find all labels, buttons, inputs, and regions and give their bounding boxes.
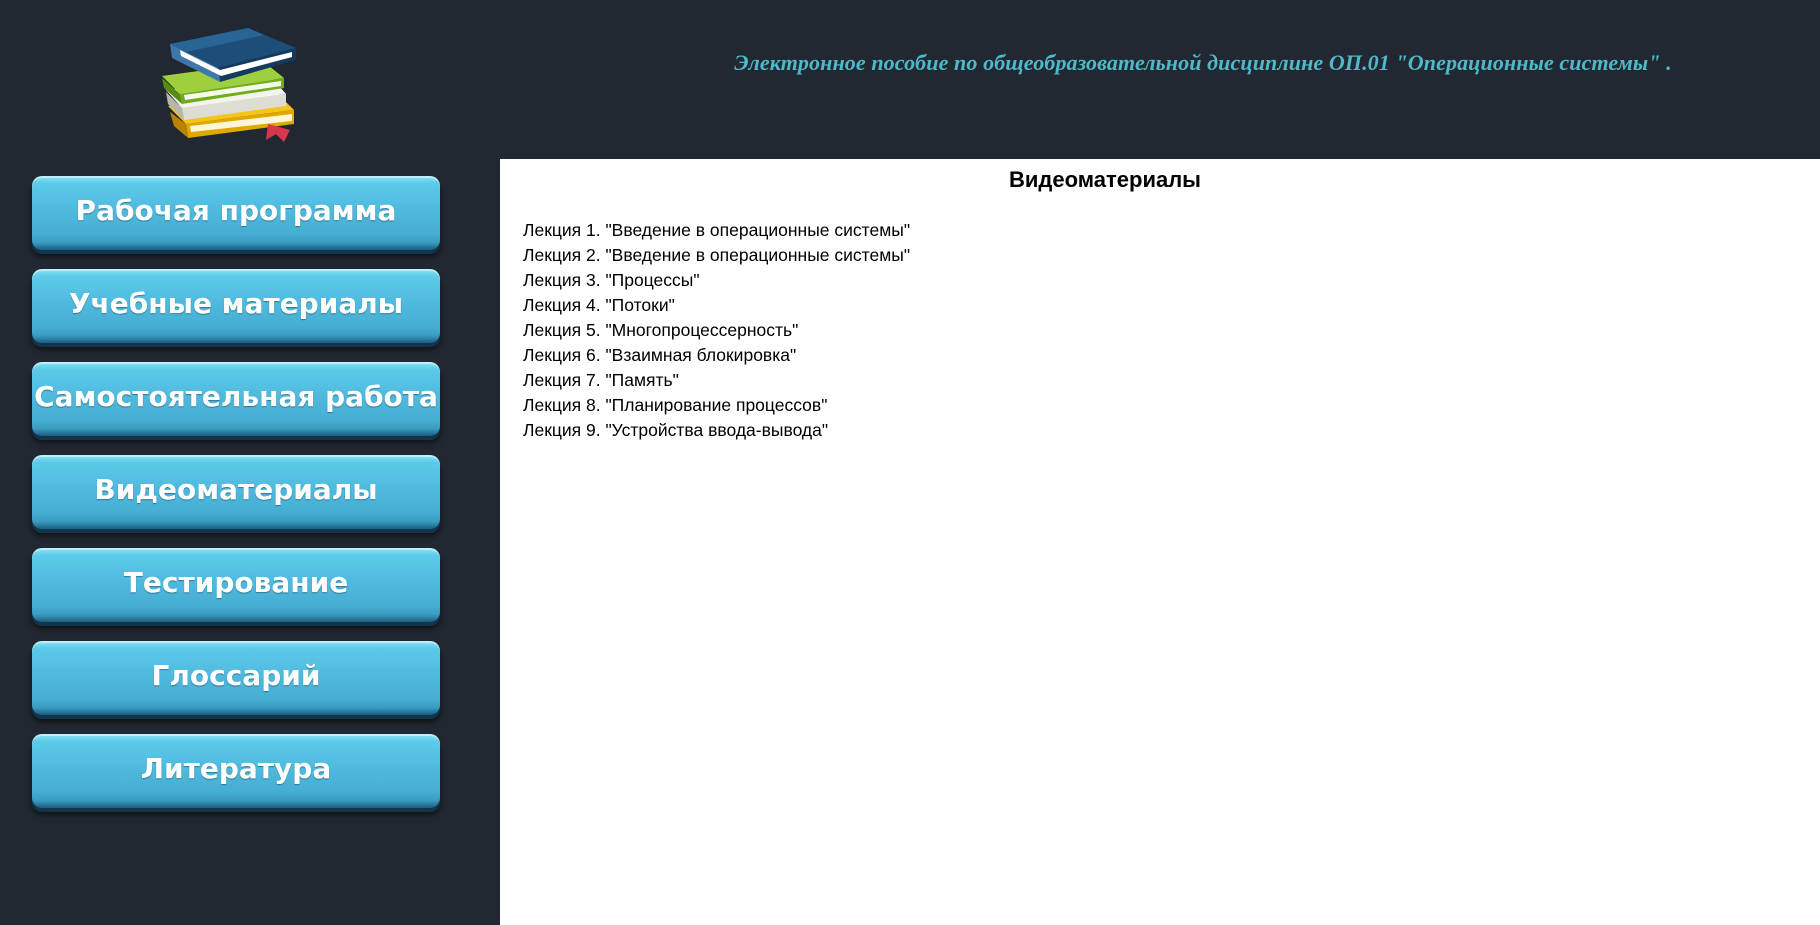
content-panel xyxy=(500,159,1820,925)
nav-button-independent-work[interactable]: Самостоятельная работа xyxy=(32,362,440,436)
nav-button-testing[interactable]: Тестирование xyxy=(32,548,440,622)
lecture-link[interactable]: Лекция 3. "Процессы" xyxy=(523,270,700,290)
lecture-link[interactable]: Лекция 5. "Многопроцессерность" xyxy=(523,320,799,340)
lecture-link[interactable]: Лекция 7. "Память" xyxy=(523,370,679,390)
lecture-list xyxy=(523,218,910,443)
lecture-link[interactable]: Лекция 8. "Планирование процессов" xyxy=(523,395,828,415)
lecture-link[interactable]: Лекция 2. "Введение в операционные системы" xyxy=(523,245,911,265)
lecture-link[interactable]: Лекция 1. "Введение в операционные системы" xyxy=(523,220,911,240)
books-stack-icon xyxy=(160,24,320,154)
lecture-link[interactable]: Лекция 9. "Устройства ввода-вывода" xyxy=(523,420,829,440)
nav-button-work-program[interactable]: Рабочая программа xyxy=(32,176,440,250)
nav-button-literature[interactable]: Литература xyxy=(32,734,440,808)
lecture-link[interactable]: Лекция 6. "Взаимная блокировка" xyxy=(523,345,797,365)
nav-button-video-materials[interactable]: Видеоматериалы xyxy=(32,455,440,529)
page-header-title: Электронное пособие по общеобразовательной дисциплине ОП.01 "Операционные системы" . xyxy=(734,50,1672,75)
lecture-link[interactable]: Лекция 4. "Потоки" xyxy=(523,295,675,315)
nav-button-glossary[interactable]: Глоссарий xyxy=(32,641,440,715)
content-title: Видеоматериалы xyxy=(1009,167,1201,192)
sidebar-nav xyxy=(32,176,442,827)
nav-button-study-materials[interactable]: Учебные материалы xyxy=(32,269,440,343)
